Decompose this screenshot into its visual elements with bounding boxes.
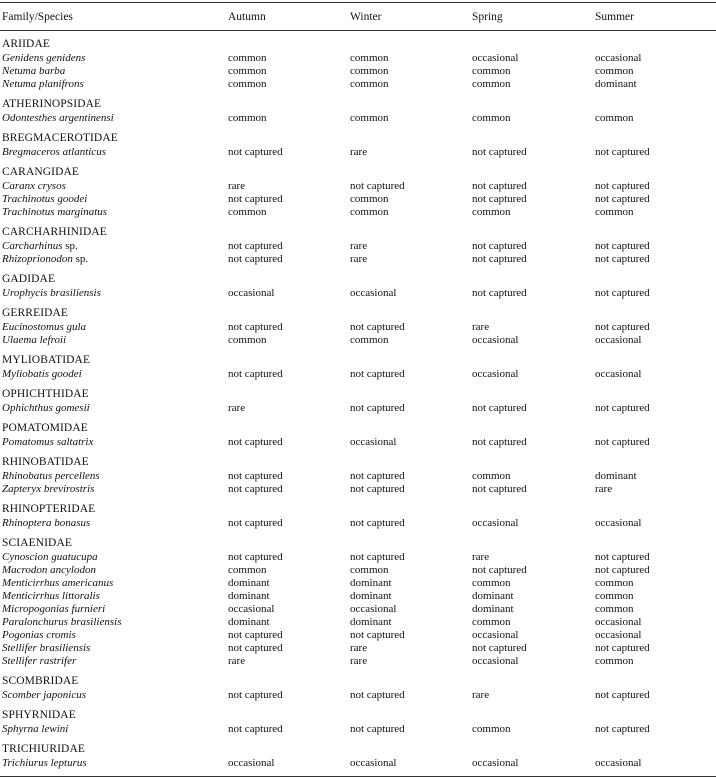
family-row (0, 98, 716, 111)
species-row (0, 551, 716, 564)
species-name-italic: Trachinotus marginatus (2, 206, 108, 218)
autumn-status: not captured (228, 517, 283, 529)
species-row (0, 240, 716, 253)
species-name-italic: Scomber japonicus (2, 689, 87, 701)
species-row (0, 603, 716, 616)
species-row (0, 689, 716, 702)
species-name (2, 603, 105, 616)
spring-status: not captured (472, 240, 527, 252)
species-row (0, 436, 716, 449)
table-top-rule (0, 2, 716, 3)
spring-status: common (472, 65, 511, 77)
summer-status: common (595, 603, 634, 615)
spring-status: common (472, 78, 511, 90)
winter-status: rare (350, 240, 368, 252)
autumn-status: not captured (228, 436, 283, 448)
winter-status: dominant (350, 616, 392, 628)
autumn-status: dominant (228, 590, 270, 602)
summer-status: common (595, 65, 634, 77)
header-family-species: Family/Species (2, 11, 73, 23)
species-row (0, 402, 716, 415)
family-row (0, 38, 716, 51)
species-name (2, 551, 98, 564)
species-name-italic: Trachinotus goodei (2, 193, 88, 205)
family-name: CARCHARHINIDAE (2, 226, 107, 238)
species-name-italic: Bregmaceros atlanticus (2, 146, 106, 158)
species-name (2, 483, 94, 496)
summer-status: dominant (595, 78, 637, 90)
species-name-italic: Urophycis brasiliensis (2, 287, 101, 299)
winter-status: common (350, 334, 389, 346)
species-name-italic: Ophichthus gomesii (2, 402, 90, 414)
summer-status: common (595, 112, 634, 124)
winter-status: common (350, 564, 389, 576)
species-row (0, 564, 716, 577)
winter-status: occasional (350, 603, 397, 615)
autumn-status: not captured (228, 629, 283, 641)
species-name (2, 642, 90, 655)
spring-status: common (472, 470, 511, 482)
species-row (0, 629, 716, 642)
autumn-status: not captured (228, 253, 283, 265)
species-name-italic: Rhinobatus percellens (2, 470, 100, 482)
species-row (0, 642, 716, 655)
species-name (2, 253, 88, 266)
autumn-status: rare (228, 655, 246, 667)
species-name (2, 655, 76, 668)
spring-status: common (472, 112, 511, 124)
species-name-italic: Genidens genidens (2, 52, 86, 64)
winter-status: not captured (350, 470, 405, 482)
autumn-status: not captured (228, 551, 283, 563)
summer-status: not captured (595, 723, 650, 735)
species-name-italic: Eucinostomus gula (2, 321, 87, 333)
spring-status: not captured (472, 642, 527, 654)
winter-status: not captured (350, 402, 405, 414)
species-name (2, 616, 121, 629)
family-name: SPHYRNIDAE (2, 709, 76, 721)
family-name: RHINOBATIDAE (2, 456, 89, 468)
summer-status: occasional (595, 629, 642, 641)
species-row (0, 334, 716, 347)
autumn-status: occasional (228, 603, 275, 615)
spring-status: dominant (472, 590, 514, 602)
summer-status: not captured (595, 180, 650, 192)
autumn-status: common (228, 65, 267, 77)
species-name-italic: Zapteryx brevirostris (2, 483, 95, 495)
species-name-italic: Caranx crysos (2, 180, 66, 192)
summer-status: not captured (595, 146, 650, 158)
species-row (0, 517, 716, 530)
spring-status: occasional (472, 629, 519, 641)
family-name: SCIAENIDAE (2, 537, 72, 549)
species-name-italic: Sphyrna lewini (2, 723, 69, 735)
spring-status: not captured (472, 483, 527, 495)
family-name: TRICHIURIDAE (2, 743, 85, 755)
species-name (2, 470, 100, 483)
header-autumn: Autumn (228, 11, 266, 23)
species-row (0, 253, 716, 266)
species-row (0, 590, 716, 603)
species-name (2, 689, 86, 702)
summer-status: occasional (595, 52, 642, 64)
species-name (2, 112, 114, 125)
winter-status: not captured (350, 723, 405, 735)
winter-status: rare (350, 253, 368, 265)
autumn-status: not captured (228, 368, 283, 380)
spring-status: common (472, 577, 511, 589)
spring-status: occasional (472, 517, 519, 529)
spring-status: not captured (472, 402, 527, 414)
winter-status: common (350, 206, 389, 218)
summer-status: occasional (595, 368, 642, 380)
species-name (2, 321, 86, 334)
summer-status: common (595, 655, 634, 667)
family-name: BREGMACEROTIDAE (2, 132, 118, 144)
family-row (0, 354, 716, 367)
species-row (0, 78, 716, 91)
winter-status: not captured (350, 517, 405, 529)
family-row (0, 166, 716, 179)
species-name (2, 240, 78, 253)
species-suffix: sp. (72, 253, 89, 265)
summer-status: common (595, 577, 634, 589)
species-row (0, 206, 716, 219)
family-row (0, 307, 716, 320)
species-row (0, 180, 716, 193)
species-name (2, 517, 90, 530)
autumn-status: not captured (228, 240, 283, 252)
spring-status: not captured (472, 146, 527, 158)
species-name (2, 146, 106, 159)
species-name (2, 52, 85, 65)
spring-status: occasional (472, 334, 519, 346)
summer-status: not captured (595, 642, 650, 654)
family-name: ATHERINOPSIDAE (2, 98, 102, 110)
species-name-italic: Cynoscion guatucupa (2, 551, 98, 563)
summer-status: common (595, 590, 634, 602)
winter-status: common (350, 52, 389, 64)
species-name (2, 193, 87, 206)
species-name-italic: Pomatomus saltatrix (2, 436, 94, 448)
table-header-row (0, 11, 716, 24)
species-name (2, 368, 82, 381)
spring-status: not captured (472, 564, 527, 576)
species-name (2, 436, 93, 449)
summer-status: not captured (595, 287, 650, 299)
winter-status: dominant (350, 577, 392, 589)
family-row (0, 675, 716, 688)
winter-status: not captured (350, 629, 405, 641)
species-name (2, 577, 113, 590)
species-row (0, 723, 716, 736)
autumn-status: common (228, 334, 267, 346)
species-name-italic: Paralonchurus brasiliensis (2, 616, 122, 628)
species-row (0, 655, 716, 668)
species-row (0, 52, 716, 65)
header-summer: Summer (595, 11, 634, 23)
family-name: POMATOMIDAE (2, 422, 88, 434)
species-name (2, 206, 107, 219)
family-name: CARANGIDAE (2, 166, 80, 178)
summer-status: not captured (595, 240, 650, 252)
summer-status: not captured (595, 402, 650, 414)
family-name: OPHICHTHIDAE (2, 388, 89, 400)
winter-status: dominant (350, 590, 392, 602)
spring-status: occasional (472, 52, 519, 64)
species-name-italic: Odontesthes argentinensi (2, 112, 114, 124)
summer-status: not captured (595, 564, 650, 576)
spring-status: occasional (472, 757, 519, 769)
species-name-italic: Stellifer brasiliensis (2, 642, 91, 654)
autumn-status: dominant (228, 616, 270, 628)
autumn-status: common (228, 206, 267, 218)
winter-status: common (350, 65, 389, 77)
species-suffix: sp. (62, 240, 78, 252)
winter-status: occasional (350, 436, 397, 448)
summer-status: occasional (595, 517, 642, 529)
spring-status: common (472, 206, 511, 218)
spring-status: occasional (472, 368, 519, 380)
winter-status: rare (350, 146, 368, 158)
autumn-status: rare (228, 402, 246, 414)
species-name (2, 757, 87, 770)
spring-status: rare (472, 321, 490, 333)
summer-status: not captured (595, 551, 650, 563)
species-row (0, 65, 716, 78)
summer-status: occasional (595, 757, 642, 769)
species-name-italic: Carcharhinus (2, 240, 63, 252)
autumn-status: rare (228, 180, 246, 192)
winter-status: common (350, 78, 389, 90)
spring-status: not captured (472, 287, 527, 299)
spring-status: common (472, 723, 511, 735)
family-name: SCOMBRIDAE (2, 675, 79, 687)
winter-status: not captured (350, 180, 405, 192)
family-row (0, 388, 716, 401)
species-name-italic: Pogonias cromis (2, 629, 76, 641)
autumn-status: not captured (228, 689, 283, 701)
spring-status: not captured (472, 193, 527, 205)
winter-status: not captured (350, 551, 405, 563)
species-name (2, 564, 96, 577)
species-name-italic: Rhizoprionodon (2, 253, 73, 265)
species-row (0, 470, 716, 483)
family-row (0, 537, 716, 550)
autumn-status: dominant (228, 577, 270, 589)
family-row (0, 456, 716, 469)
summer-status: rare (595, 483, 613, 495)
winter-status: rare (350, 655, 368, 667)
species-name-italic: Netuma planifrons (2, 78, 84, 90)
summer-status: not captured (595, 253, 650, 265)
winter-status: occasional (350, 757, 397, 769)
header-spring: Spring (472, 11, 503, 23)
species-name-italic: Ulaema lefroii (2, 334, 67, 346)
family-row (0, 132, 716, 145)
summer-status: not captured (595, 689, 650, 701)
species-name (2, 402, 90, 415)
winter-status: common (350, 193, 389, 205)
summer-status: not captured (595, 321, 650, 333)
autumn-status: common (228, 52, 267, 64)
species-name (2, 180, 66, 193)
header-rule (0, 30, 716, 31)
species-row (0, 577, 716, 590)
summer-status: common (595, 206, 634, 218)
species-name (2, 78, 84, 91)
spring-status: occasional (472, 655, 519, 667)
autumn-status: not captured (228, 470, 283, 482)
spring-status: rare (472, 689, 490, 701)
species-row (0, 616, 716, 629)
family-name: RHINOPTERIDAE (2, 503, 96, 515)
family-name: MYLIOBATIDAE (2, 354, 91, 366)
summer-status: not captured (595, 193, 650, 205)
family-name: GADIDAE (2, 273, 56, 285)
family-row (0, 422, 716, 435)
species-row (0, 757, 716, 770)
species-name (2, 590, 100, 603)
species-name (2, 629, 76, 642)
autumn-status: common (228, 78, 267, 90)
species-name (2, 65, 65, 78)
winter-status: not captured (350, 368, 405, 380)
species-name-italic: Stellifer rastrifer (2, 655, 77, 667)
autumn-status: occasional (228, 757, 275, 769)
spring-status: not captured (472, 436, 527, 448)
spring-status: not captured (472, 253, 527, 265)
spring-status: not captured (472, 180, 527, 192)
species-name-italic: Macrodon ancylodon (2, 564, 96, 576)
species-name-italic: Micropogonias furnieri (2, 603, 106, 615)
species-name (2, 287, 101, 300)
family-row (0, 709, 716, 722)
species-name (2, 334, 66, 347)
species-row (0, 112, 716, 125)
species-row (0, 368, 716, 381)
summer-status: not captured (595, 436, 650, 448)
family-row (0, 226, 716, 239)
winter-status: not captured (350, 483, 405, 495)
species-name-italic: Netuma barba (2, 65, 66, 77)
winter-status: rare (350, 642, 368, 654)
autumn-status: not captured (228, 483, 283, 495)
winter-status: common (350, 112, 389, 124)
species-row (0, 483, 716, 496)
header-winter: Winter (350, 11, 382, 23)
family-name: ARIIDAE (2, 38, 50, 50)
winter-status: occasional (350, 287, 397, 299)
species-name-italic: Menticirrhus americanus (2, 577, 114, 589)
autumn-status: not captured (228, 723, 283, 735)
spring-status: rare (472, 551, 490, 563)
species-row (0, 146, 716, 159)
family-row (0, 273, 716, 286)
family-row (0, 503, 716, 516)
autumn-status: not captured (228, 146, 283, 158)
species-name-italic: Trichiurus lepturus (2, 757, 87, 769)
autumn-status: not captured (228, 193, 283, 205)
species-name-italic: Myliobatis goodei (2, 368, 82, 380)
spring-status: common (472, 616, 511, 628)
summer-status: occasional (595, 334, 642, 346)
species-name (2, 723, 68, 736)
species-name-italic: Rhinoptera bonasus (2, 517, 91, 529)
spring-status: dominant (472, 603, 514, 615)
autumn-status: common (228, 112, 267, 124)
species-row (0, 193, 716, 206)
winter-status: not captured (350, 689, 405, 701)
species-row (0, 321, 716, 334)
summer-status: dominant (595, 470, 637, 482)
family-name: GERREIDAE (2, 307, 69, 319)
family-row (0, 743, 716, 756)
autumn-status: not captured (228, 321, 283, 333)
autumn-status: common (228, 564, 267, 576)
species-row (0, 287, 716, 300)
species-name-italic: Menticirrhus littoralis (2, 590, 100, 602)
winter-status: not captured (350, 321, 405, 333)
autumn-status: occasional (228, 287, 275, 299)
summer-status: occasional (595, 616, 642, 628)
autumn-status: not captured (228, 642, 283, 654)
